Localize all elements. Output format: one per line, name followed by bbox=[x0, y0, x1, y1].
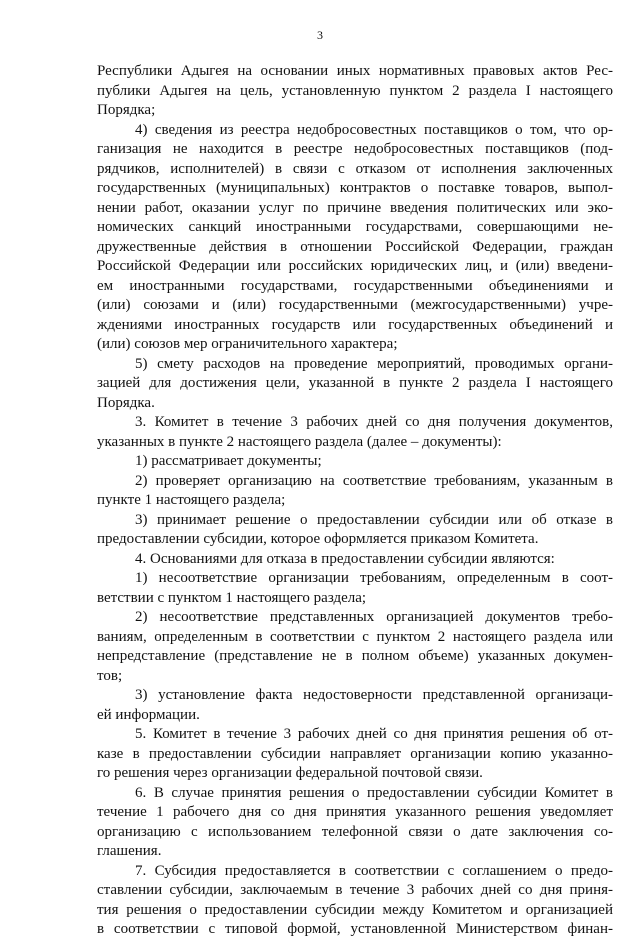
text-line: ждениями иностранных государств или государственных объединений и bbox=[97, 316, 613, 333]
text-line: Российской Федерации или российских юридических лиц, и (или) введени- bbox=[97, 258, 613, 274]
text-line: публики Адыгея на цель, установленную пунктом 2 раздела I настоящего bbox=[97, 82, 613, 99]
text-line: рядчиков, исполнителей) в связи с отказом от исполнения заключенных bbox=[97, 160, 613, 177]
text-line: в соответствии с типовой формой, установленной Министерством финан- bbox=[97, 921, 613, 937]
text-line: дружественные действия в отношении Российской Федерации, граждан bbox=[97, 238, 613, 255]
text-line: казе в предоставлении субсидии направляет организации копию указанно- bbox=[97, 745, 613, 762]
text-line: 7. Субсидия предоставляется в соответствии с соглашением о предо- bbox=[135, 862, 613, 879]
text-line: непредставление (представление не в полном объеме) указанных докумен- bbox=[97, 648, 613, 664]
text-line: течение 1 рабочего дня со дня принятия указанного решения уведомляет bbox=[97, 804, 613, 820]
text-line: 5) смету расходов на проведение мероприятий, проводимых органи- bbox=[135, 355, 613, 372]
text-line: Порядка; bbox=[97, 102, 156, 118]
text-line: 6. В случае принятия решения о предоставлении субсидии Комитет в bbox=[135, 784, 613, 801]
text-line: указанных в пункте 2 настоящего раздела (далее – документы): bbox=[97, 433, 502, 450]
text-line: номических санкций иностранными государствами, совершающими не- bbox=[97, 219, 613, 235]
text-line: Порядка. bbox=[97, 394, 155, 411]
text-line: (или) союзами и (или) государственными (межгосударственными) учре- bbox=[97, 297, 613, 313]
text-line: Республики Адыгея на основании иных нормативных правовых актов Рес- bbox=[97, 63, 613, 79]
text-line: ей информации. bbox=[97, 706, 200, 723]
text-line: 1) рассматривает документы; bbox=[135, 453, 322, 469]
text-line: тия решения о предоставлении субсидии между Комитетом и организацией bbox=[97, 901, 613, 918]
text-line: 3) установление факта недостоверности представленной организаци- bbox=[135, 687, 613, 703]
text-line: 2) несоответствие представленных организацией документов требо- bbox=[135, 609, 613, 625]
text-line: 4) сведения из реестра недобросовестных поставщиков о том, что ор- bbox=[135, 121, 613, 138]
text-line: глашения. bbox=[97, 843, 162, 859]
text-line: ваниям, определенным в соответствии с пунктом 2 настоящего раздела или bbox=[97, 628, 613, 645]
text-line: ем иностранными государствами, государственными объединениями и bbox=[97, 277, 613, 294]
text-line: ставлении субсидии, заключаемым в течение 3 рабочих дней со дня приня- bbox=[97, 882, 613, 898]
text-line: зацией для достижения цели, указанной в пункте 2 раздела I настоящего bbox=[97, 375, 613, 391]
text-line: организацию с использованием телефонной связи о дате заключения со- bbox=[97, 823, 613, 840]
text-line: го решения через организации федеральной почтовой связи. bbox=[97, 765, 483, 781]
text-line: государственных (муниципальных) контрактов о поставке товаров, выпол- bbox=[97, 180, 613, 196]
text-line: 5. Комитет в течение 3 рабочих дней со дня принятия решения об от- bbox=[135, 726, 613, 742]
text-line: 2) проверяет организацию на соответствие требованиям, указанным в bbox=[135, 472, 613, 489]
text-line: предоставлении субсидии, которое оформляется приказом Комитета. bbox=[97, 531, 539, 547]
page-number: 3 bbox=[317, 28, 323, 42]
text-line: ганизация не находится в реестре недобросовестных поставщиков (под- bbox=[97, 141, 613, 157]
text-line: пункте 1 настоящего раздела; bbox=[97, 492, 286, 508]
document-body bbox=[97, 62, 613, 940]
text-line: 4. Основаниями для отказа в предоставлении субсидии являются: bbox=[135, 550, 555, 567]
text-line: ветствии с пунктом 1 настоящего раздела; bbox=[97, 589, 367, 606]
text-line: 3. Комитет в течение 3 рабочих дней со дня получения документов, bbox=[135, 414, 613, 430]
text-line: нении работ, оказании услуг по причине введения политических или эко- bbox=[97, 199, 613, 216]
text-line: тов; bbox=[97, 667, 123, 684]
text-line: (или) союзов мер ограничительного характера; bbox=[97, 336, 398, 352]
text-line: 3) принимает решение о предоставлении субсидии или об отказе в bbox=[135, 511, 613, 528]
text-line: 1) несоответствие организации требованиям, определенным в соот- bbox=[135, 570, 613, 586]
